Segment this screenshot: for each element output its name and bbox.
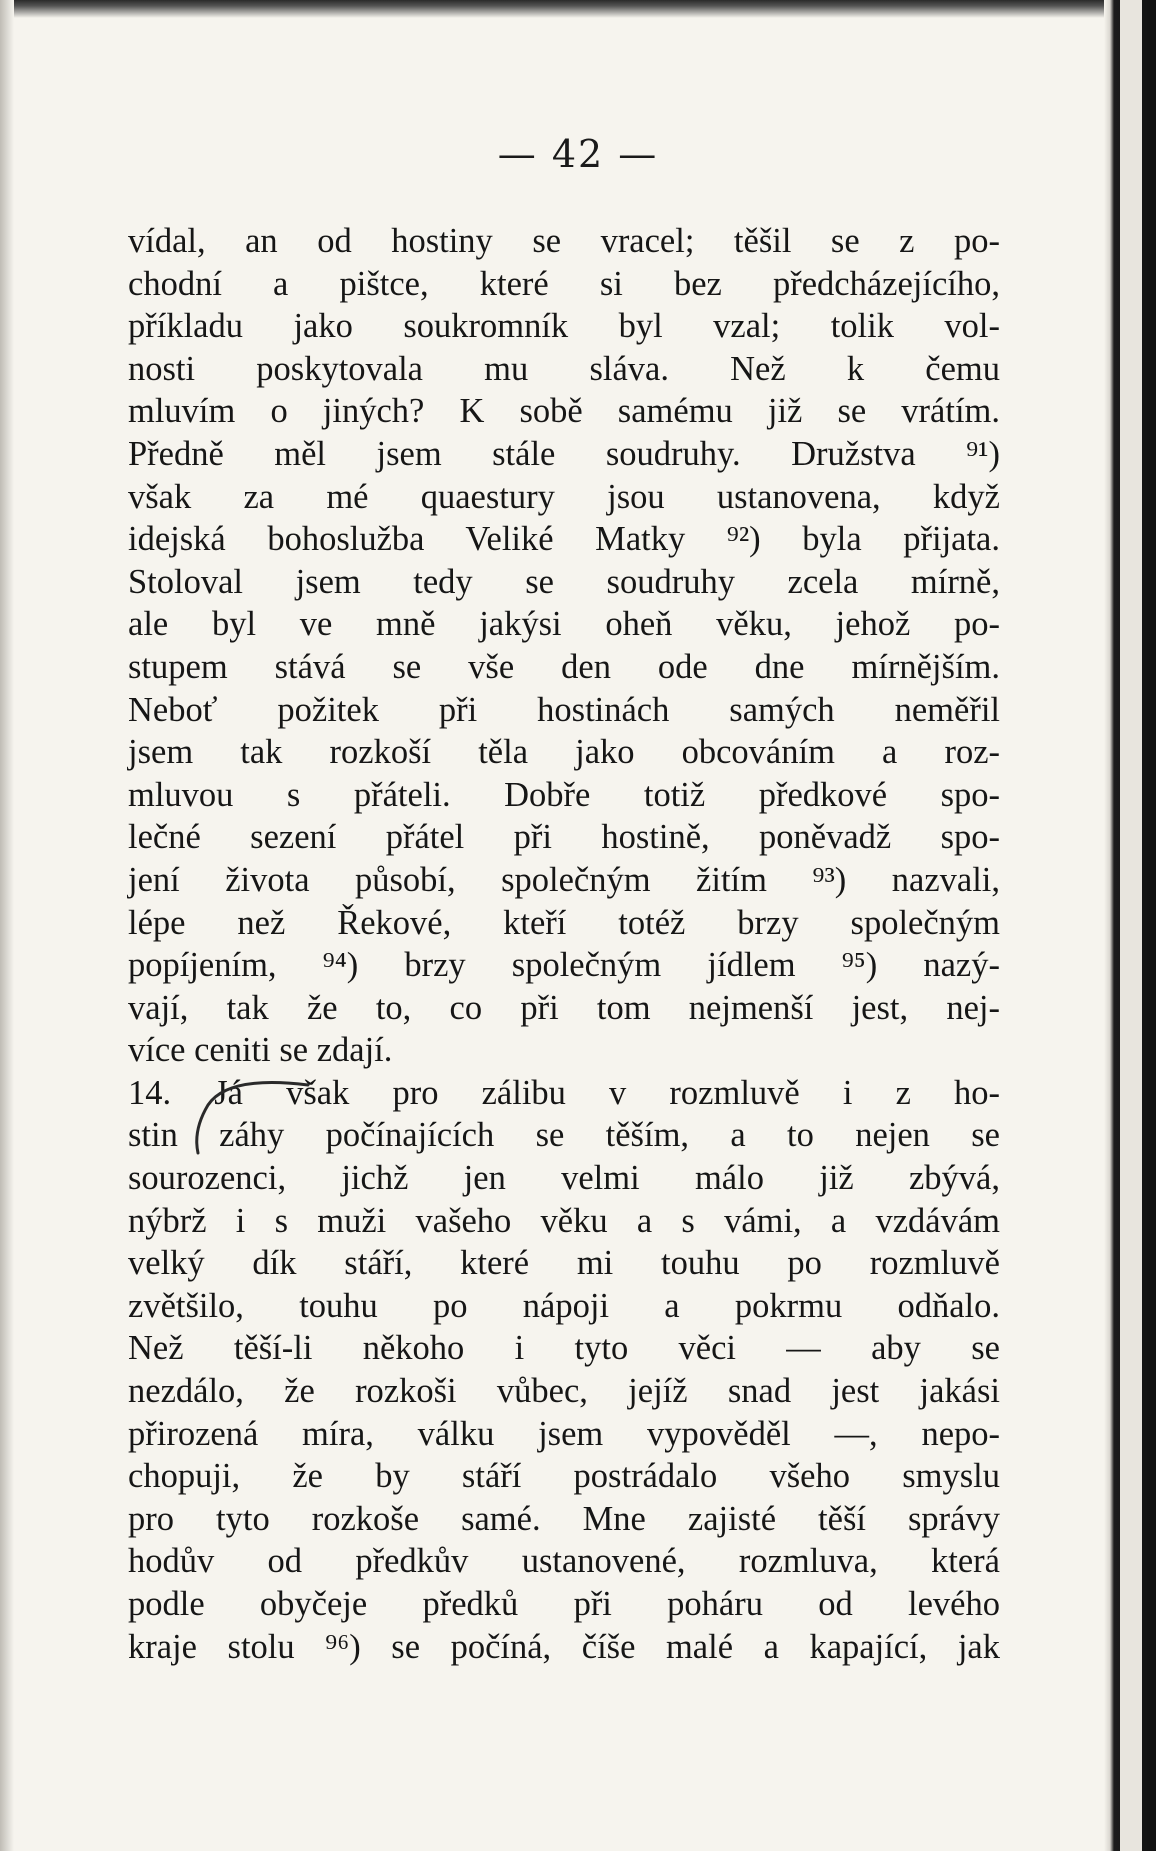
- text-line: lečné sezení přátel při hostině, poněvadž spo-: [128, 818, 1000, 857]
- text-line: idejská bohoslužba Veliké Matky ⁹²) byla přijata.: [128, 520, 1000, 559]
- text-line: ale byl ve mně jakýsi oheň věku, jehož po-: [128, 605, 1000, 644]
- pencil-mark-icon: [168, 1075, 318, 1155]
- text-line: stin záhy počínajících se těším, a to nejen se: [128, 1116, 1000, 1155]
- scan-edge-strip: [1120, 0, 1142, 1851]
- text-line: hodův od předkův ustanovené, rozmluva, která: [128, 1542, 1000, 1581]
- text-line: velký dík stáří, které mi touhu po rozmluvě: [128, 1244, 1000, 1283]
- text-line: pro tyto rozkoše samé. Mne zajisté těší správy: [128, 1499, 1000, 1538]
- text-line: chopuji, že by stáří postrádalo všeho smyslu: [128, 1457, 1000, 1496]
- text-line: více ceniti se zdají.: [128, 1031, 393, 1070]
- text-line: zvětšilo, touhu po nápoji a pokrmu odňalo.: [128, 1286, 1000, 1325]
- text-line: lépe než Řekové, kteří totéž brzy společným: [128, 903, 1000, 942]
- text-line: Neboť požitek při hostinách samých neměřil: [128, 690, 1000, 729]
- text-line: Než těší-li někoho i tyto věci — aby se: [128, 1329, 1000, 1368]
- text-line: však za mé quaestury jsou ustanovena, když: [128, 477, 1000, 516]
- text-line: podle obyčeje předků při poháru od levého: [128, 1585, 1000, 1623]
- text-line: kraje stolu ⁹⁶) se počíná, číše malé a kapající, jak: [128, 1627, 1000, 1666]
- text-line: nosti poskytovala mu sláva. Než k čemu: [128, 349, 1000, 388]
- text-line: Stoloval jsem tedy se soudruhy zcela mírně,: [128, 562, 1000, 601]
- text-line: popíjením, ⁹⁴) brzy společným jídlem ⁹⁵) nazý-: [128, 946, 1000, 985]
- text-line: jsem tak rozkoší těla jako obcováním a roz-: [128, 733, 1000, 772]
- text-line: sourozenci, jichž jen velmi málo již zbývá,: [128, 1159, 1000, 1198]
- scan-edge-left: [0, 0, 14, 1851]
- page-number: — 42 —: [497, 132, 659, 176]
- text-line: nýbrž i s muži vašeho věku a s vámi, a vzdávám: [128, 1201, 1000, 1240]
- text-line: vají, tak že to, co při tom nejmenší jest, nej-: [128, 988, 1000, 1027]
- body-text: [128, 220, 1000, 1668]
- text-line: příkladu jako soukromník byl vzal; tolik vol-: [128, 307, 1000, 346]
- text-line: nezdálo, že rozkoši vůbec, jejíž snad jest jakási: [128, 1372, 1000, 1411]
- text-line: Předně měl jsem stále soudruhy. Družstva ⁹¹): [128, 434, 1000, 473]
- text-line: chodní a pištce, které si bez předcházejícího,: [128, 264, 1000, 303]
- scan-edge-top: [0, 0, 1156, 18]
- text-line: 14. Já však pro zálibu v rozmluvě i z ho-: [128, 1073, 1000, 1112]
- text-line: přirozená míra, válku jsem vypověděl —, nepo-: [128, 1414, 1000, 1453]
- text-line: jení života působí, společným žitím ⁹³) nazvali,: [128, 860, 1000, 899]
- text-line: mluvou s přáteli. Dobře totiž předkové spo-: [128, 775, 1000, 814]
- text-line: stupem stává se vše den ode dne mírnějším.: [128, 647, 1000, 686]
- text-line: vídal, an od hostiny se vracel; těšil se z po-: [128, 222, 1000, 260]
- text-line: mluvím o jiných? K sobě samému již se vrátím.: [128, 392, 1000, 431]
